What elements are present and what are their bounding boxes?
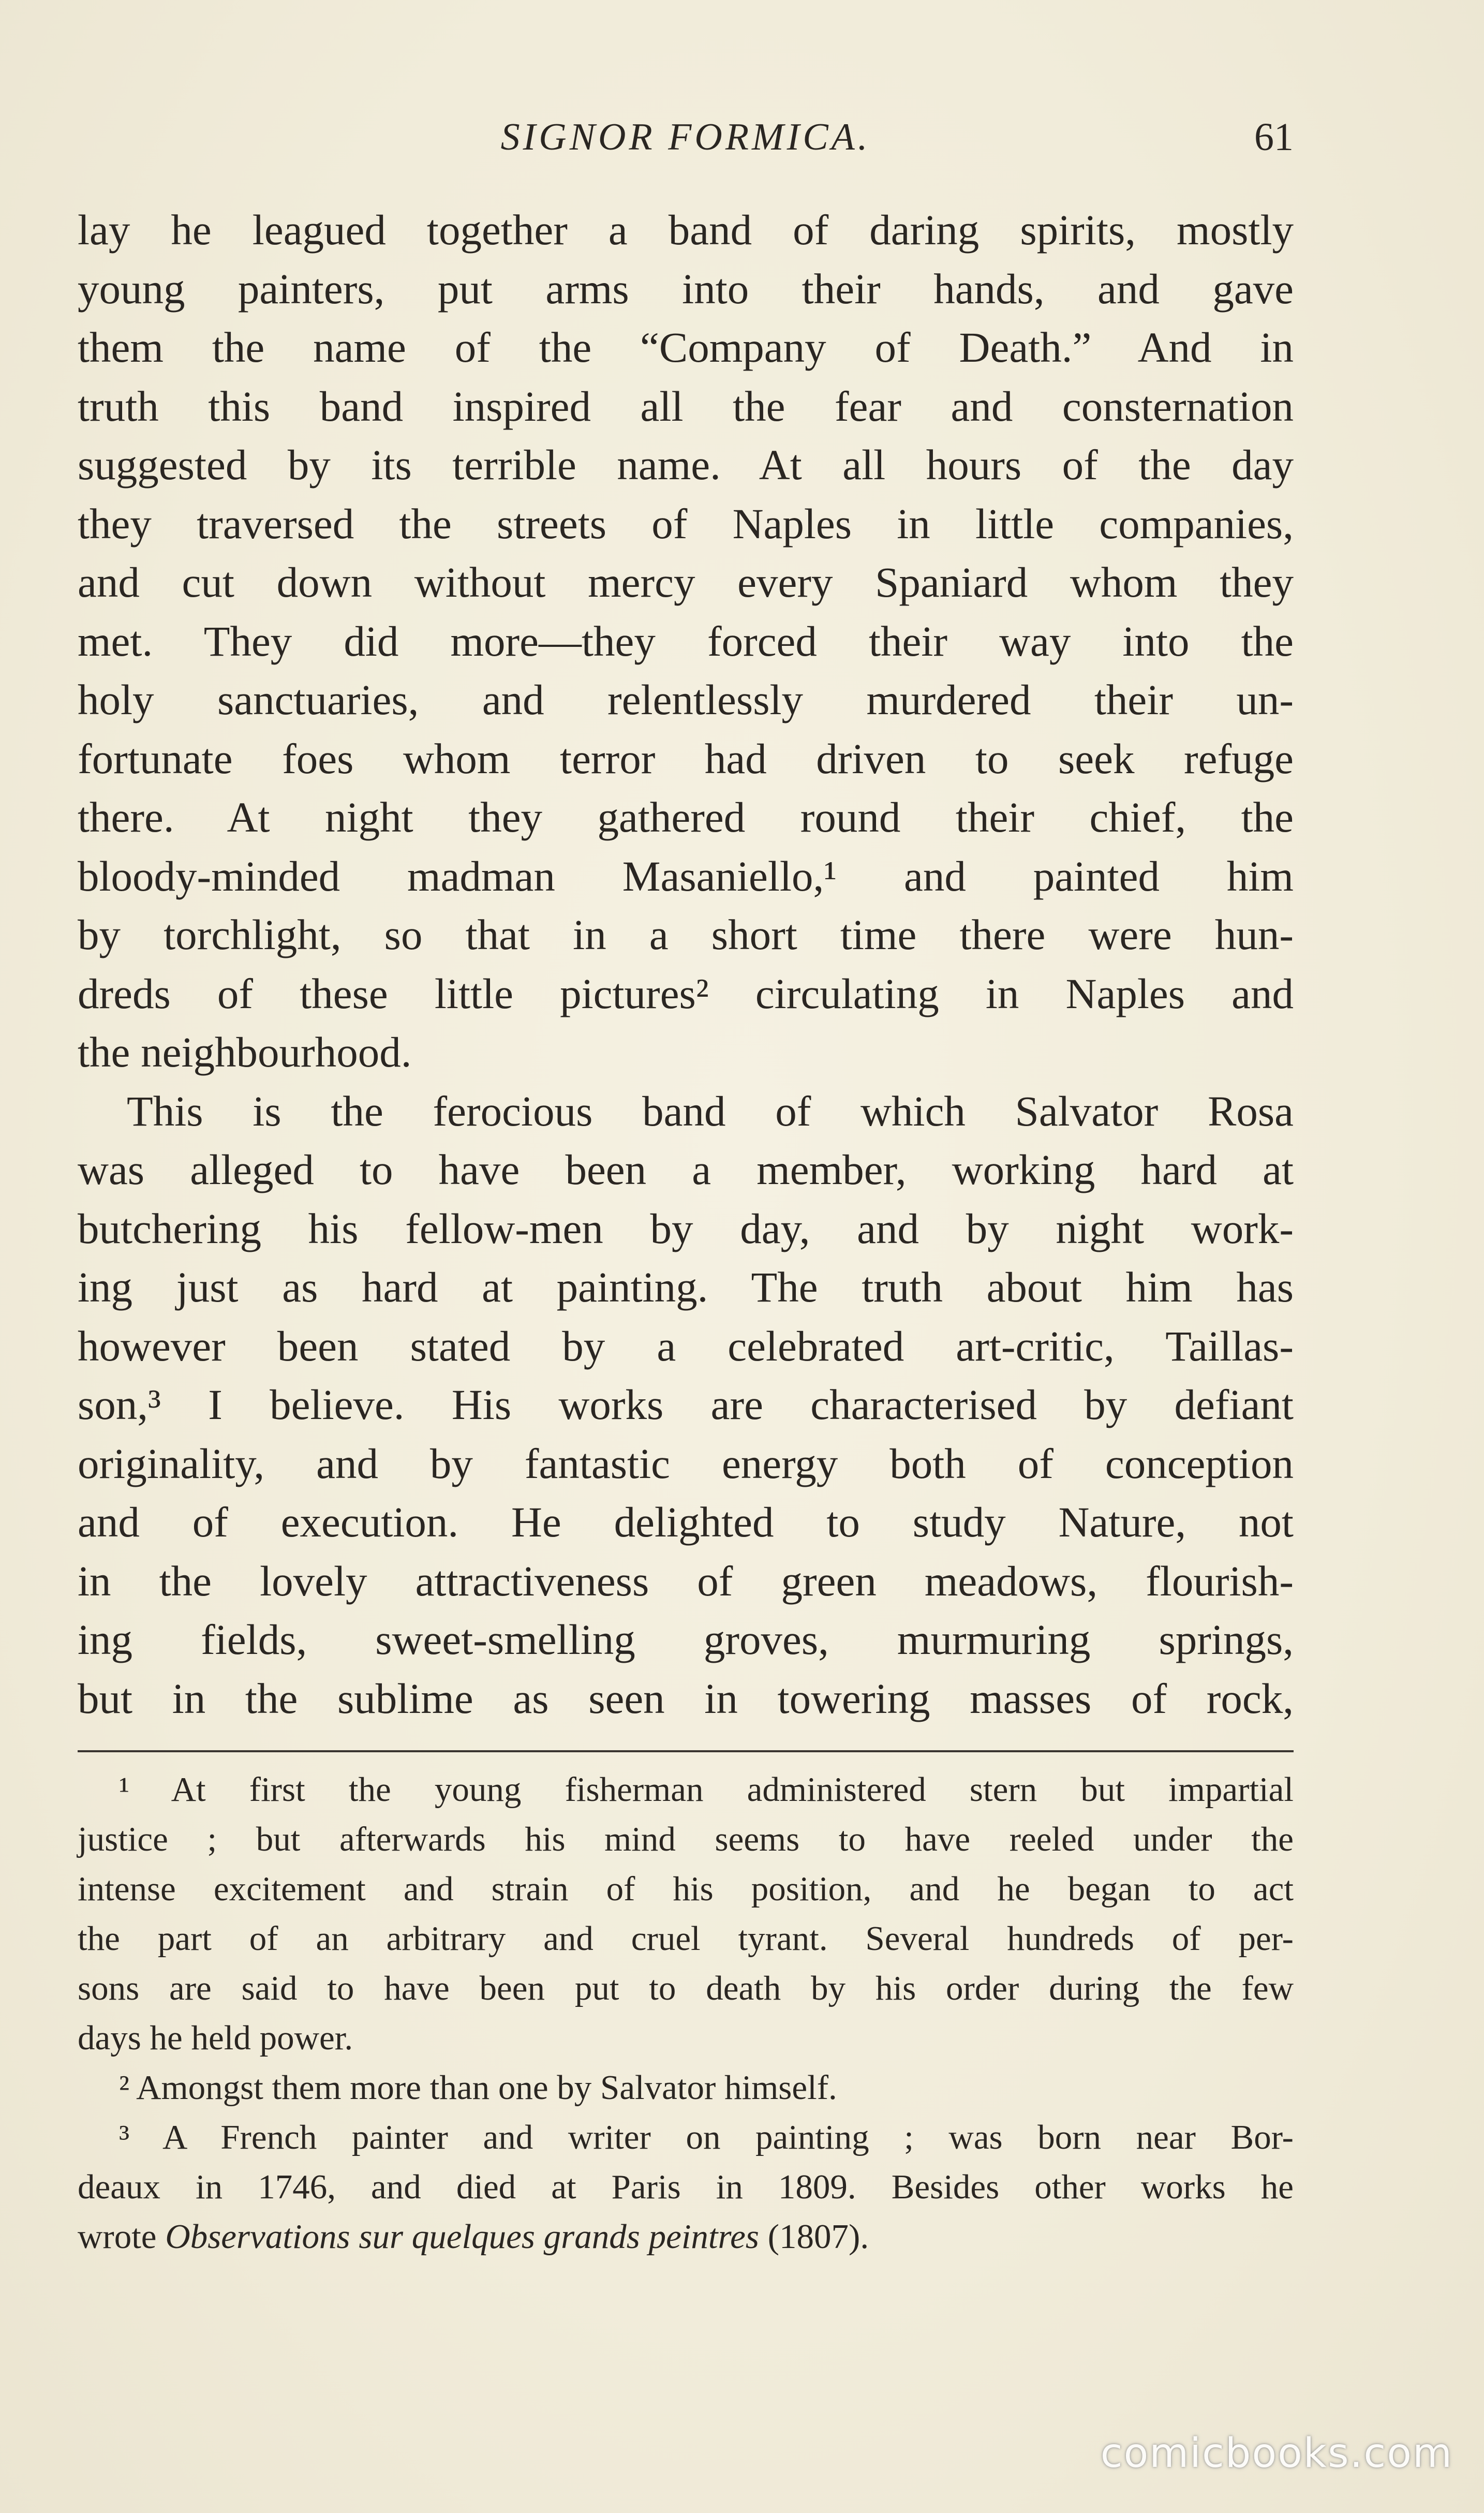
text-line: and of execution. He delighted to study Nature, not: [78, 1498, 1294, 1546]
text-line: fortunate foes whom terror had driven to seek refuge: [78, 734, 1294, 782]
text-line: ing fields, sweet-smelling groves, murmuring springs,: [78, 1616, 1294, 1663]
text-line: son,³ I believe. His works are characterised by defiant: [78, 1381, 1294, 1428]
text-line: dreds of these little pictures² circulating in Naples and: [78, 969, 1294, 1017]
text-line: by torchlight, so that in a short time there were hun-: [78, 911, 1294, 958]
text-line: and cut down without mercy every Spaniard whom they: [78, 558, 1294, 606]
footnotes: [78, 1765, 1294, 2261]
text-line: bloody-minded madman Masaniello,¹ and painted him: [78, 852, 1294, 900]
footnote-1-line: justice ; but afterwards his mind seems to have reeled under the: [78, 1820, 1294, 1858]
body-text: [78, 201, 1294, 1728]
text-line: suggested by its terrible name. At all hours of the day: [78, 441, 1294, 489]
footnote-1-line: days he held power.: [78, 2019, 353, 2057]
text-line: them the name of the “Company of Death.” And in: [78, 323, 1294, 371]
text-line: lay he leagued together a band of daring spirits, mostly: [78, 206, 1294, 254]
footnote-3-line: ³ A French painter and writer on painting ; was born near Bor-: [119, 2118, 1294, 2156]
page-header: [78, 106, 1294, 168]
text-line: young painters, put arms into their hands, and gave: [78, 264, 1294, 313]
text-line: butchering his fellow-men by day, and by night work-: [78, 1204, 1294, 1252]
page-number: 61: [1254, 115, 1294, 159]
footnote-1-line: ¹ At first the young fisherman administered stern but impartial: [119, 1770, 1294, 1809]
footnote-1-line: intense excitement and strain of his position, and he began to act: [78, 1870, 1294, 1908]
footnote-3-suffix: (1807).: [759, 2218, 869, 2256]
footnote-3-book-title: Observations sur quelques grands peintres: [165, 2218, 759, 2256]
footnote-3-last-line: [78, 2212, 1294, 2261]
text-line: was alleged to have been a member, working hard at: [78, 1146, 1294, 1193]
text-line: in the lovely attractiveness of green meadows, flourish-: [78, 1557, 1294, 1605]
footnote-divider: [78, 1750, 1294, 1752]
text-line: ing just as hard at painting. The truth about him has: [78, 1263, 1294, 1311]
footnote-1-line: sons are said to have been put to death by his order during the few: [78, 1969, 1294, 2007]
footnote-2: ² Amongst them more than one by Salvator himself.: [119, 2068, 837, 2107]
text-line: but in the sublime as seen in towering masses of rock,: [78, 1674, 1294, 1722]
text-line: truth this band inspired all the fear and consternation: [78, 382, 1294, 430]
footnote-3-line: deaux in 1746, and died at Paris in 1809. Besides other works he: [78, 2168, 1294, 2206]
text-line: however been stated by a celebrated art-critic, Taillas-: [78, 1322, 1294, 1370]
text-line: met. They did more—they forced their way into the: [78, 617, 1294, 665]
footnote-3-prefix: wrote: [78, 2218, 166, 2256]
watermark: comicbooks.com: [1100, 2430, 1453, 2477]
footnote-1-line: the part of an arbitrary and cruel tyrant. Several hundreds of per-: [78, 1919, 1294, 1958]
text-line: the neighbourhood.: [78, 1028, 412, 1076]
text-line: originality, and by fantastic energy both of conception: [78, 1439, 1294, 1487]
text-line: holy sanctuaries, and relentlessly murdered their un-: [78, 676, 1294, 723]
text-line: This is the ferocious band of which Salvator Rosa: [127, 1087, 1294, 1135]
text-line: there. At night they gathered round their chief, the: [78, 793, 1294, 841]
running-title: SIGNOR FORMICA.: [500, 116, 871, 158]
text-line: they traversed the streets of Naples in little companies,: [78, 499, 1294, 548]
